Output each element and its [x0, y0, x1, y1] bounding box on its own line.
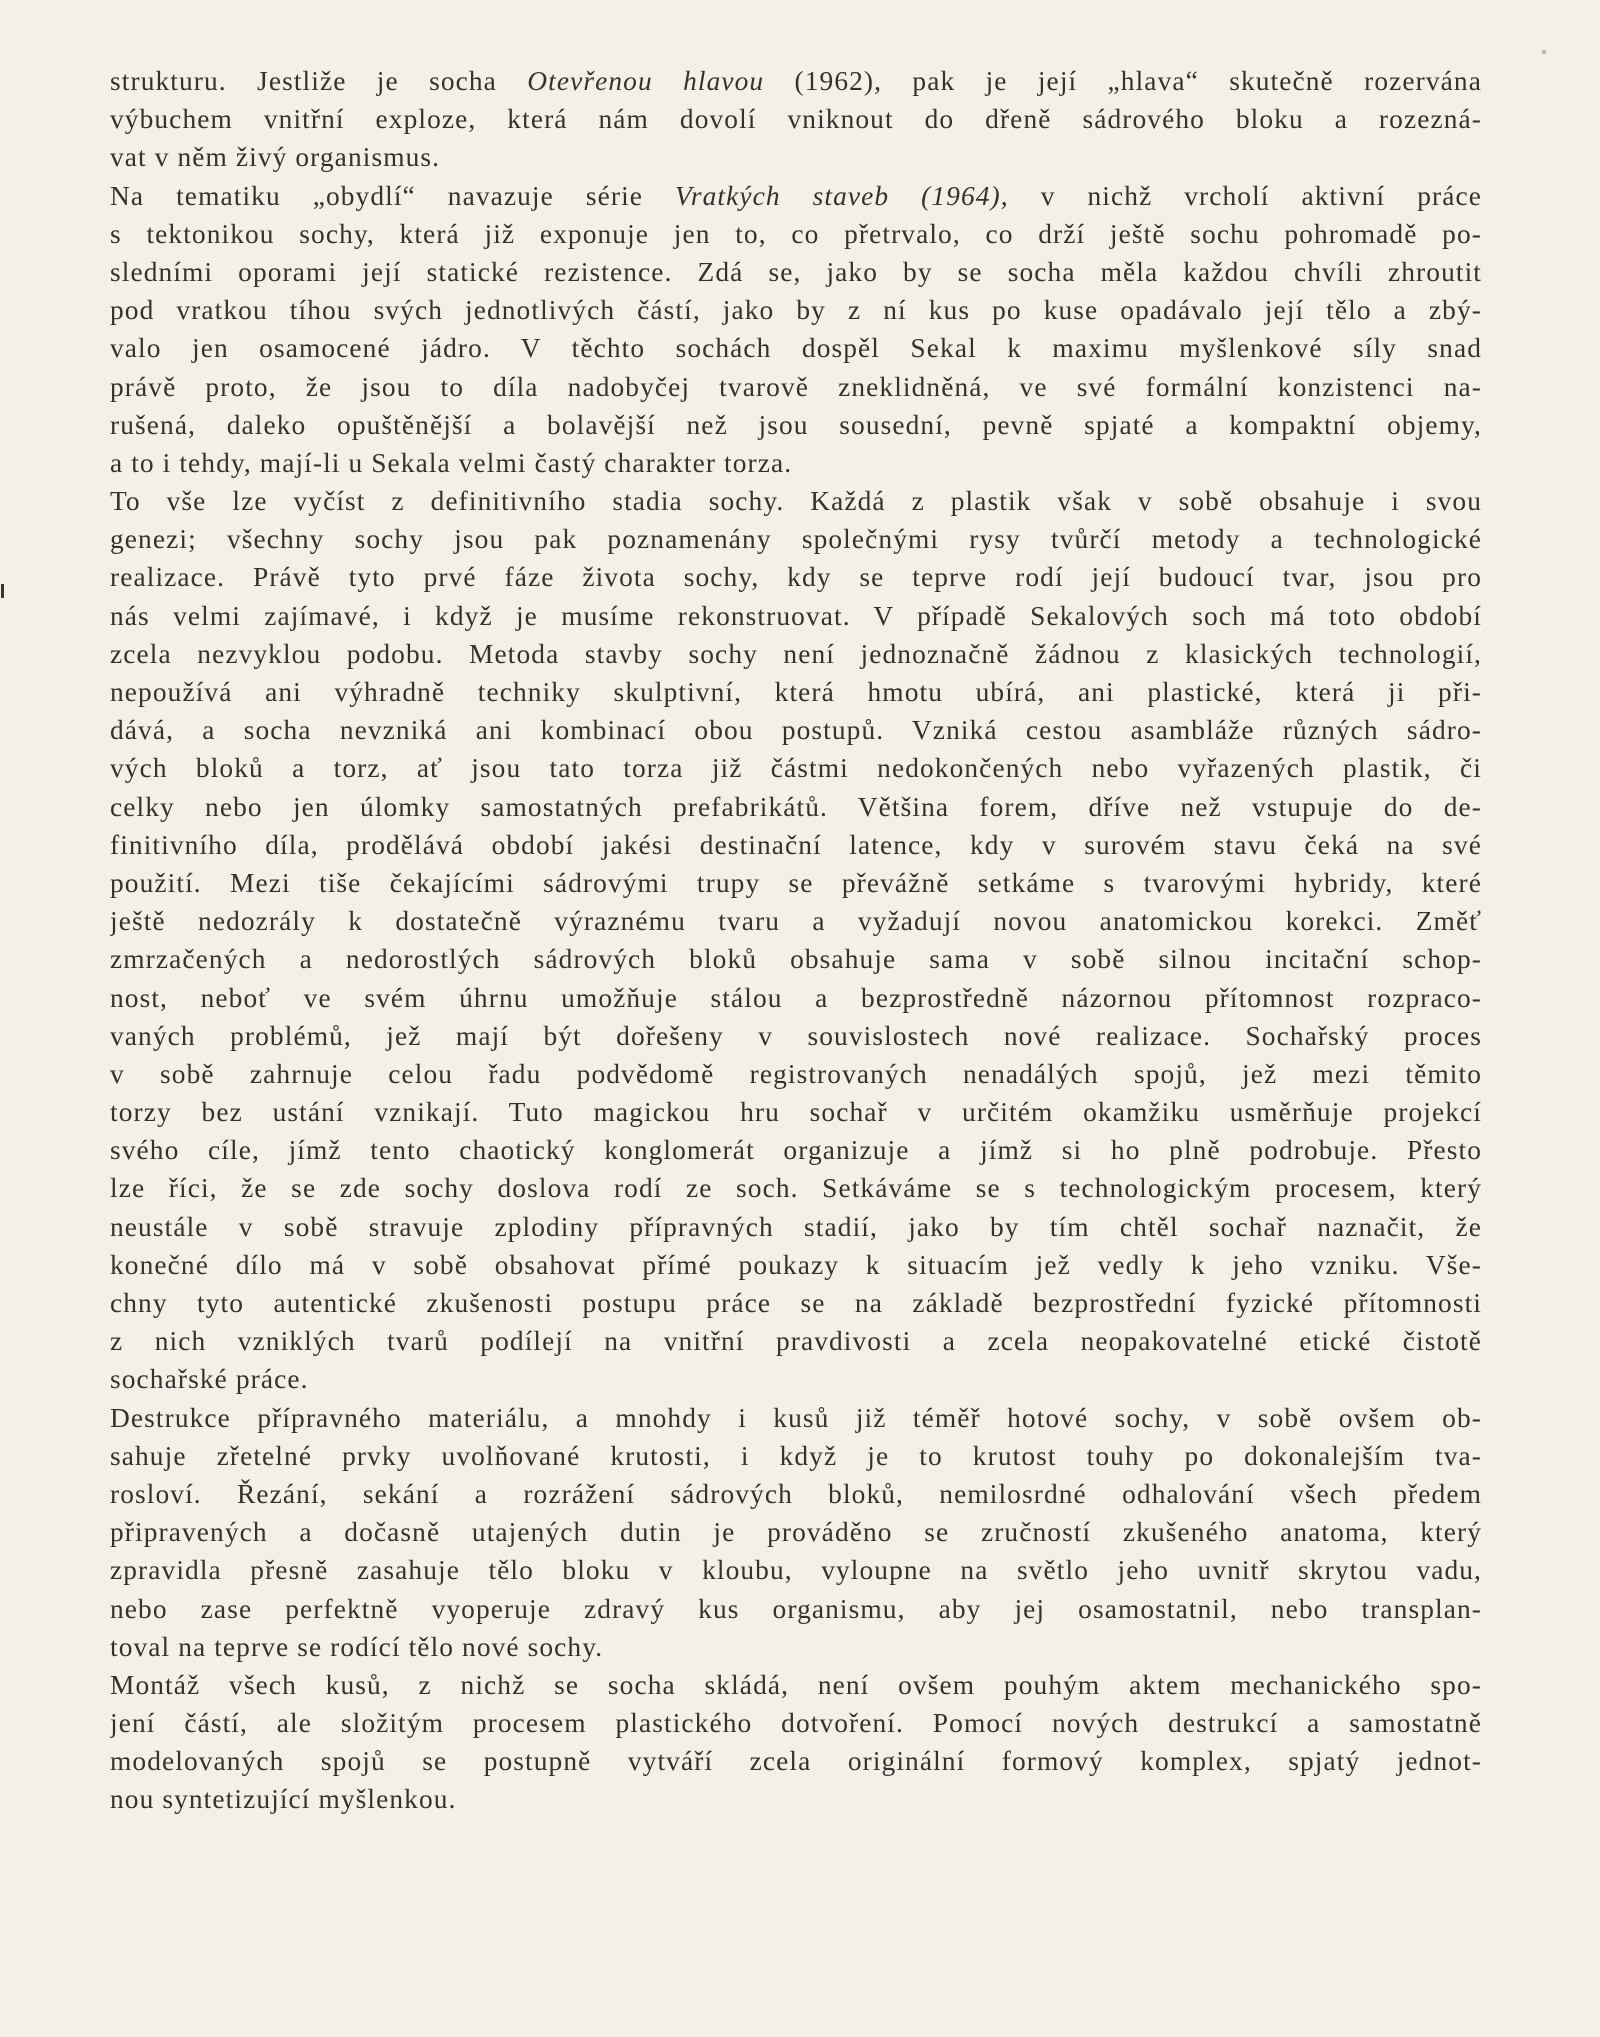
text-segment: v nichž vrcholí aktivní práce [1008, 180, 1482, 211]
text-segment: Destrukce přípravného materiálu, a mnohdy i kusů již téměř hotové sochy, v sobě ovšem ob- [110, 1402, 1482, 1433]
text-segment: vat v něm živý organismus. [110, 142, 441, 173]
text-line [110, 1399, 1482, 1437]
text-line [110, 826, 1482, 864]
text-segment: rosloví. Řezání, sekání a rozrážení sádrových bloků, nemilosrdné odhalování všech předem [110, 1478, 1482, 1509]
text-line [110, 749, 1482, 787]
text-line [110, 1284, 1482, 1322]
text-segment: zcela nezvyklou podobu. Metoda stavby sochy není jednoznačně žádnou z klasických technologií, [110, 638, 1482, 669]
text-segment: dává, a socha nevzniká ani kombinací obou postupů. Vzniká cestou asambláže různých sádro- [110, 715, 1482, 746]
text-segment: nepoužívá ani výhradně techniky skulptivní, která hmotu ubírá, ani plastické, která ji při- [110, 677, 1482, 707]
text-line [110, 1055, 1482, 1093]
text-line [110, 1590, 1482, 1628]
text-segment: Montáž všech kusů, z nichž se socha skládá, není ovšem pouhým aktem mechanického spo- [110, 1669, 1482, 1700]
text-segment: lze říci, že se zde sochy doslova rodí ze soch. Setkáváme se s technologickým procesem, který [110, 1173, 1482, 1204]
text-segment: zpravidla přesně zasahuje tělo bloku v kloubu, vyloupne na světlo jeho uvnitř skrytou vadu, [110, 1555, 1482, 1586]
text-segment: z nich vzniklých tvarů podílejí na vnitřní pravdivosti a zcela neopakovatelné etické čistotě [110, 1326, 1482, 1357]
text-segment: celky nebo jen úlomky samostatných prefabrikátů. Většina forem, dříve než vstupuje do de- [110, 791, 1482, 822]
text-line [110, 215, 1482, 253]
text-line [110, 253, 1482, 291]
text-line [110, 1093, 1482, 1131]
text-segment: připravených a dočasně utajených dutin je prováděno se zručností zkušeného anatoma, který [110, 1517, 1482, 1548]
text-line [110, 1666, 1482, 1704]
text-line [110, 711, 1482, 749]
text-line [110, 1131, 1482, 1169]
text-line [110, 177, 1482, 215]
text-line [110, 138, 1482, 176]
text-line [110, 1742, 1482, 1780]
text-line [110, 864, 1482, 902]
paragraph [110, 62, 1482, 177]
text-segment: vých bloků a torz, ať jsou tato torza již částmi nedokončených nebo vyřazených plastik, či [110, 753, 1482, 784]
text-segment: vaných problémů, jež mají být dořešeny v souvislostech nové realizace. Sochařský proces [110, 1020, 1482, 1051]
text-segment: toval na teprve se rodící tělo nové sochy. [110, 1631, 604, 1662]
text-segment: valo jen osamocené jádro. V těchto sochách dospěl Sekal k maximu myšlenkové síly snad [110, 333, 1482, 364]
text-line [110, 1704, 1482, 1742]
text-line [110, 520, 1482, 558]
text-line [110, 100, 1482, 138]
text-segment: sochařské práce. [110, 1364, 309, 1395]
text-segment: právě proto, že jsou to díla nadobyčej tvarově zneklidněná, ve své formální konzistenci na- [110, 371, 1482, 402]
italic-title: Otevřenou hlavou [527, 66, 765, 96]
text-segment: genezi; všechny sochy jsou pak poznamenány společnými rysy tvůrčí metody a technologické [110, 524, 1482, 555]
text-segment: v sobě zahrnuje celou řadu podvědomě registrovaných nenadálých spojů, jež mezi těmito [110, 1058, 1482, 1089]
text-segment: nost, neboť ve svém úhrnu umožňuje stálou a bezprostředně názornou přítomnost rozpraco- [110, 982, 1482, 1013]
text-segment: sahuje zřetelné prvky uvolňované krutosti, i když je to krutost touhy po dokonalejším tva- [110, 1440, 1482, 1471]
paragraph [110, 482, 1482, 1399]
text-line [110, 368, 1482, 406]
text-segment: rušená, daleko opuštěnější a bolavější než jsou sousední, pevně spjaté a kompaktní objemy, [110, 409, 1482, 440]
text-segment: strukturu. Jestliže je socha [110, 66, 528, 96]
text-line [110, 940, 1482, 978]
text-line [110, 1322, 1482, 1360]
text-line [110, 1780, 1482, 1818]
text-segment: výbuchem vnitřní exploze, která nám dovolí vniknout do dřeně sádrového bloku a rozezná- [110, 104, 1482, 135]
text-segment: neustále v sobě stravuje zplodiny přípravných stadií, jako by tím chtěl sochař naznačit, že [110, 1211, 1482, 1242]
text-segment: ještě nedozrály k dostatečně výraznému tvaru a vyžadují novou anatomickou korekci. Změť [110, 906, 1482, 937]
text-segment: použití. Mezi tiše čekajícími sádrovými trupy se převážně setkáme s tvarovými hybridy, které [110, 867, 1482, 898]
text-segment: realizace. Právě tyto prvé fáze života sochy, kdy se teprve rodí její budoucí tvar, jsou pro [110, 562, 1482, 593]
paragraph [110, 177, 1482, 483]
text-line [110, 291, 1482, 329]
text-segment: sledními oporami její statické rezistence. Zdá se, jako by se socha měla každou chvíli zhroutit [110, 256, 1482, 287]
text-line [110, 329, 1482, 367]
text-line [110, 635, 1482, 673]
text-line [110, 902, 1482, 940]
text-segment: modelovaných spojů se postupně vytváří zcela originální formový komplex, spjatý jednot- [110, 1746, 1482, 1777]
text-segment: nebo zase perfektně vyoperuje zdravý kus organismu, aby jej osamostatnil, nebo transplan- [110, 1593, 1482, 1624]
text-line [110, 1437, 1482, 1475]
text-line [110, 1513, 1482, 1551]
text-line [110, 1475, 1482, 1513]
text-line [110, 788, 1482, 826]
text-line [110, 62, 1482, 100]
text-segment: To vše lze vyčíst z definitivního stadia sochy. Každá z plastik však v sobě obsahuje i svou [110, 486, 1482, 517]
text-segment: svého cíle, jímž tento chaotický konglomerát organizuje a jímž si ho plně podrobuje. Přesto [110, 1135, 1482, 1166]
text-segment: s tektonikou sochy, která již exponuje jen to, co přetrvalo, co drží ještě sochu pohromadě po- [110, 218, 1482, 249]
text-segment: finitivního díla, prodělává období jakési destinační latence, kdy v surovém stavu čeká na své [110, 829, 1482, 860]
text-line [110, 597, 1482, 635]
text-segment: zmrzačených a nedorostlých sádrových bloků obsahuje sama v sobě silnou incitační schop- [110, 944, 1482, 975]
paragraph [110, 1399, 1482, 1666]
text-segment: pod vratkou tíhou svých jednotlivých částí, jako by z ní kus po kuse opadávalo její tělo a zbý- [110, 295, 1482, 326]
text-line [110, 1017, 1482, 1055]
paragraph [110, 1666, 1482, 1819]
text-line [110, 673, 1482, 711]
text-line [110, 1628, 1482, 1666]
text-line [110, 1246, 1482, 1284]
text-segment: konečné dílo má v sobě obsahovat přímé poukazy k situacím jež vedly k jeho vzniku. Vše- [110, 1249, 1482, 1280]
text-segment: a to i tehdy, mají-li u Sekala velmi častý charakter torza. [110, 447, 793, 478]
text-segment: chny tyto autentické zkušenosti postupu práce se na základě bezprostřední fyzické přítomnosti [110, 1288, 1482, 1318]
text-line [110, 482, 1482, 520]
text-line [110, 1208, 1482, 1246]
page-edge-mark [1, 584, 4, 598]
text-segment: Na tematiku „obydlí“ navazuje série [110, 180, 676, 211]
document-page [110, 62, 1482, 1992]
text-line [110, 979, 1482, 1017]
text-segment: torzy bez ustání vznikají. Tuto magickou hru sochař v určitém okamžiku usměrňuje projekcí [110, 1097, 1482, 1128]
text-segment: nou syntetizující myšlenkou. [110, 1784, 457, 1815]
text-line [110, 444, 1482, 482]
text-segment: nás velmi zajímavé, i když je musíme rekonstruovat. V případě Sekalových soch má toto období [110, 600, 1482, 631]
page-speck [1542, 50, 1546, 54]
text-segment: (1962), pak je její „hlava“ skutečně rozervána [764, 66, 1482, 96]
text-line [110, 1551, 1482, 1589]
text-line [110, 558, 1482, 596]
text-line [110, 1360, 1482, 1398]
text-line [110, 406, 1482, 444]
text-segment: jení částí, ale složitým procesem plastického dotvoření. Pomocí nových destrukcí a samostatně [110, 1708, 1482, 1739]
text-line [110, 1169, 1482, 1207]
italic-title: Vratkých staveb (1964), [675, 180, 1009, 211]
